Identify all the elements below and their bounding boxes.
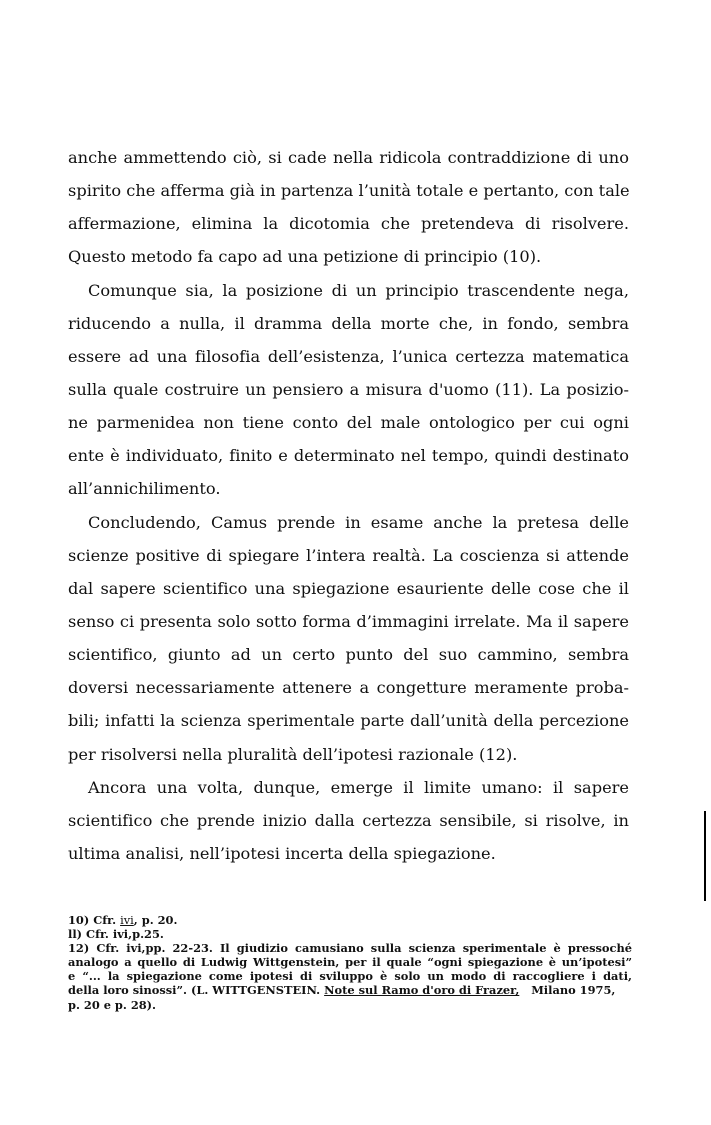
footnotes: [68, 913, 632, 1012]
footnote-12-line: [68, 983, 632, 997]
body-line: Concludendo, Camus prende in esame anche la pretesa delle: [88, 512, 629, 532]
body-line: ente è individuato, finito e determinato nel tempo, quindi destinato: [68, 446, 629, 466]
body-line: essere ad una filosofia dell’esistenza, l’unica certezza matematica: [68, 346, 629, 366]
body-line: riducendo a nulla, il dramma della morte che, in fondo, sembra: [68, 313, 629, 333]
footnote-12-line: e “... la spiegazione come ipotesi di sviluppo è solo un modo di raccogliere i dati,: [68, 969, 632, 984]
footnote-10: [68, 913, 632, 927]
footnote-12-book-title: Note sul Ramo d'oro di Frazer,: [324, 983, 520, 998]
body-line: scientifico, giunto ad un certo punto del suo cammino, sembra: [68, 645, 629, 665]
footnote-10-prefix: 10) Cfr.: [68, 913, 121, 927]
body-line: ne parmenidea non tiene conto del male ontologico per cui ogni: [68, 413, 629, 433]
body-line: doversi necessariamente attenere a congetture meramente proba-: [68, 678, 629, 698]
body-line: Ancora una volta, dunque, emerge il limite umano: il sapere: [88, 777, 629, 797]
footnote-12-line: 12) Cfr. ivi,pp. 22-23. Il giudizio camusiano sulla scienza sperimentale è pressoché: [68, 941, 632, 956]
body-line: spirito che afferma già in partenza l’unità totale e pertanto, con tale: [68, 181, 630, 201]
body-line: dal sapere scientifico una spiegazione esauriente delle cose che il: [68, 578, 629, 598]
body-line: ultima analisi, nell’ipotesi incerta della spiegazione.: [68, 843, 496, 863]
body-line: bili; infatti la scienza sperimentale parte dall’unità della percezione: [68, 711, 629, 731]
footnote-12-line: analogo a quello di Ludwig Wittgenstein, per il quale “ogni spiegazione è un’ipotesi”: [68, 955, 632, 970]
body-line: senso ci presenta solo sotto forma d’immagini irrelate. Ma il sapere: [68, 611, 629, 631]
footnote-10-suffix: , p. 20.: [133, 913, 178, 927]
footnote-11: ll) Cfr. ivi,p.25.: [68, 927, 164, 942]
body-line: sulla quale costruire un pensiero a misura d'uomo (11). La posizio-: [68, 379, 629, 399]
footnote-12-line: p. 20 e p. 28).: [68, 997, 157, 1012]
body-text: [68, 141, 629, 870]
body-line: affermazione, elimina la dicotomia che pretendeva di risolvere.: [68, 214, 629, 234]
body-line: Comunque sia, la posizione di un principio trascendente nega,: [88, 280, 629, 300]
body-line: all’annichilimento.: [68, 479, 221, 499]
footnote-12-citation-suffix: Milano 1975,: [519, 983, 616, 998]
body-line: Questo metodo fa capo ad una petizione di principio (10).: [68, 247, 542, 267]
body-line: scientifico che prende inizio dalla certezza sensibile, si risolve, in: [68, 810, 629, 830]
footnote-10-ivi: ivi: [120, 913, 134, 927]
footnote-12-citation-prefix: della loro sinossi”. (L. WITTGENSTEIN.: [68, 983, 325, 998]
body-line: anche ammettendo ciò, si cade nella ridicola contraddizione di uno: [68, 148, 629, 167]
body-line: scienze positive di spiegare l’intera realtà. La coscienza si attende: [68, 545, 629, 565]
body-line: per risolversi nella pluralità dell’ipotesi razionale (12).: [68, 744, 518, 764]
margin-bar: [704, 811, 706, 901]
